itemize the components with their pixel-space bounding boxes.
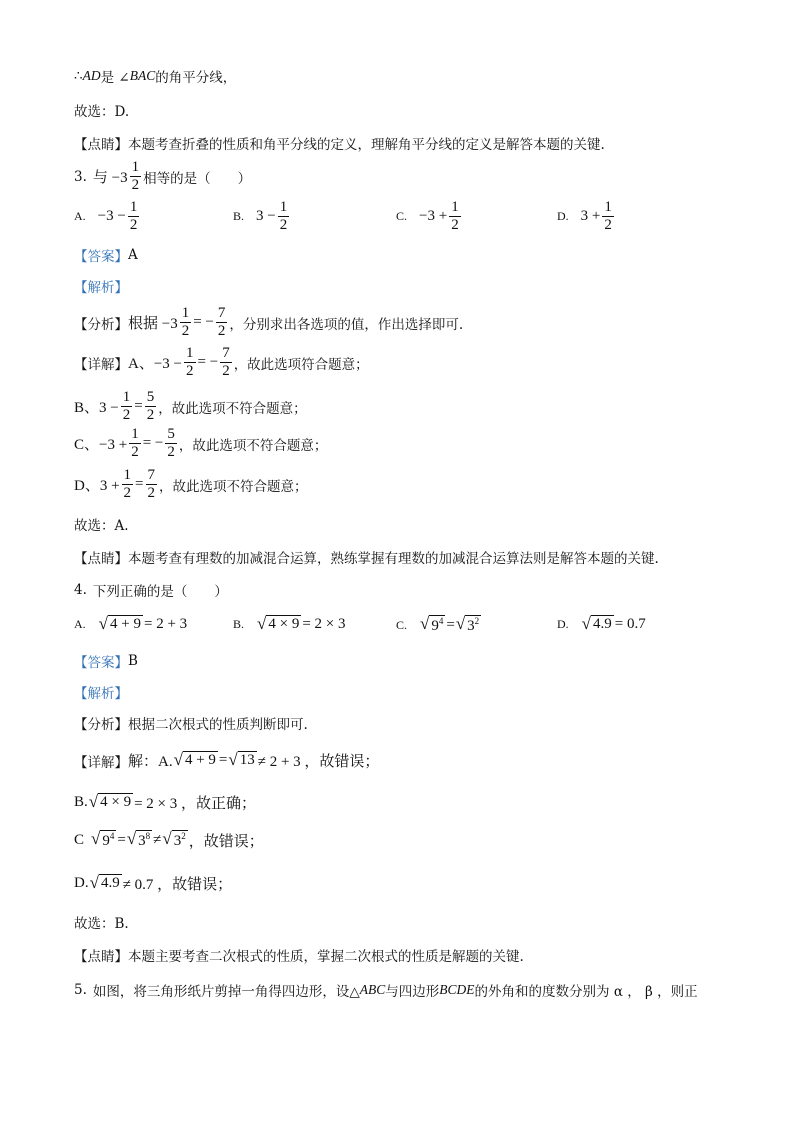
text: 【详解】 xyxy=(74,754,128,771)
text: D、3 + xyxy=(74,478,120,494)
fraction xyxy=(602,200,614,233)
text: A. xyxy=(74,616,86,631)
text: 1 xyxy=(186,345,194,361)
text: 是 ∠ xyxy=(100,70,130,86)
text: 2 xyxy=(131,444,139,460)
option-c[interactable] xyxy=(396,200,463,233)
text: 2 xyxy=(146,407,155,423)
text xyxy=(91,830,116,850)
text: C. xyxy=(396,209,408,223)
remark-tag: 【点睛】 xyxy=(74,137,128,153)
text: 1 xyxy=(131,426,139,442)
text: −3 − xyxy=(97,208,126,224)
text xyxy=(100,830,116,850)
text xyxy=(121,390,133,423)
text: 【点睛】 xyxy=(74,551,128,567)
text: √ xyxy=(257,614,267,633)
text: 5. xyxy=(74,982,87,998)
text: 根据 −3 xyxy=(128,316,178,332)
text: 2 xyxy=(181,323,190,339)
text: ，故此选项不符合题意； xyxy=(178,437,328,454)
text xyxy=(257,615,301,633)
text xyxy=(122,468,134,501)
text: 13 xyxy=(239,752,255,769)
text: −3 + xyxy=(419,208,448,224)
text: √ xyxy=(162,829,172,849)
choice-line: 故选：D. xyxy=(74,104,130,120)
text: √ xyxy=(98,614,109,633)
remark-line xyxy=(74,133,605,153)
text: √ xyxy=(126,829,137,849)
text xyxy=(174,751,218,769)
text: B. xyxy=(74,794,88,810)
choice-line-4: 故选：B. xyxy=(74,916,129,932)
fraction xyxy=(130,160,142,193)
text: 7 xyxy=(222,345,230,361)
text: 1 xyxy=(123,467,132,483)
answer-3 xyxy=(74,245,138,265)
detail-4d xyxy=(74,873,232,894)
question-3 xyxy=(74,160,251,193)
analysis-3 xyxy=(74,306,463,339)
text: ≠ xyxy=(153,832,162,848)
text: A、−3 − xyxy=(128,356,183,372)
text: ，故此选项符合题意； xyxy=(233,356,369,373)
choice-line-3: 故选：A. xyxy=(74,518,129,534)
text: 2 xyxy=(186,363,194,379)
text xyxy=(89,793,133,811)
text: 本题考查有理数的加减混合运算，熟练掌握有理数的加减混合运算法则是解答本题的关键. xyxy=(128,551,659,567)
text: B. xyxy=(233,616,245,631)
question-5 xyxy=(74,980,698,1000)
therefore-symbol: ∴ xyxy=(74,68,83,84)
text: 4.9 xyxy=(593,616,612,632)
text xyxy=(165,427,177,460)
text: B xyxy=(128,653,138,669)
text: A xyxy=(128,247,138,263)
text: 的角平分线， xyxy=(155,70,237,86)
text xyxy=(162,830,187,850)
text xyxy=(429,615,445,635)
text: √ xyxy=(89,873,99,893)
text: 2 xyxy=(279,217,288,233)
conclusion-line xyxy=(74,66,236,86)
text: 【答案】 xyxy=(74,249,128,265)
text: 与四边形 xyxy=(385,984,440,1000)
text: 根据二次根式的性质判断即可. xyxy=(128,717,308,733)
text: B、3 − xyxy=(74,400,119,416)
detail-4b xyxy=(74,792,256,813)
text xyxy=(220,346,232,379)
text: 2 xyxy=(474,616,480,626)
text: 4. xyxy=(74,582,87,598)
text: 4.9 xyxy=(100,875,120,892)
text: √ xyxy=(91,829,101,849)
text: 3 xyxy=(467,618,475,634)
text: = xyxy=(117,832,126,848)
text: √ xyxy=(228,750,238,770)
text: ，故此选项不符合题意； xyxy=(158,400,307,417)
text: = 2 × 3 xyxy=(302,615,346,632)
text: 2 xyxy=(147,485,156,501)
text: = xyxy=(134,398,143,414)
text xyxy=(172,830,188,850)
text: 【详解】 xyxy=(74,356,128,373)
text xyxy=(136,830,152,850)
text: A. xyxy=(74,209,86,223)
detail-4a xyxy=(74,750,379,771)
text: 【分析】 xyxy=(74,316,128,333)
text: = 0.7 xyxy=(614,615,646,632)
option-d[interactable] xyxy=(557,615,646,633)
detail-3a xyxy=(74,346,369,379)
text: 2 xyxy=(129,217,138,233)
answer-4 xyxy=(74,651,138,671)
text: = 2 + 3 xyxy=(143,615,188,632)
text: 4 × 9 xyxy=(100,794,132,811)
analysis-tag-3: 【解析】 xyxy=(74,280,128,296)
text: 9 xyxy=(431,618,439,634)
remark-text: 本题考查折叠的性质和角平分线的定义，理解角平分线的定义是解答本题的关键. xyxy=(128,137,605,153)
sqrt xyxy=(99,615,143,633)
analysis-4 xyxy=(74,713,308,733)
angle-bac: BAC xyxy=(129,68,156,83)
text: = − xyxy=(142,435,164,451)
text: = − xyxy=(197,354,219,370)
text xyxy=(582,615,614,633)
denominator: 2 xyxy=(131,177,140,193)
text: 解：A. xyxy=(128,754,173,770)
detail-3c xyxy=(74,427,327,460)
text: 2 xyxy=(181,831,186,842)
option-b[interactable] xyxy=(233,615,346,633)
text: 1 xyxy=(181,305,190,321)
text: 3 + xyxy=(580,208,601,224)
text: C xyxy=(74,832,85,848)
text: 3 xyxy=(138,833,146,850)
text: 3 xyxy=(173,833,182,850)
text: √ xyxy=(173,750,183,770)
text: 【点睛】 xyxy=(74,949,128,965)
text xyxy=(184,346,196,379)
text: √ xyxy=(88,792,99,812)
option-a[interactable] xyxy=(74,200,141,233)
text xyxy=(216,306,228,339)
fraction xyxy=(449,200,461,233)
text: 如图，将三角形纸片剪掉一角得四边形，设△ xyxy=(92,984,360,1000)
text xyxy=(127,830,152,850)
text: D. xyxy=(557,209,569,223)
numerator: 1 xyxy=(131,159,140,175)
text: C、−3 + xyxy=(74,437,128,453)
text: ≠ 2 + 3 ，故错误； xyxy=(257,754,380,770)
text: 5 xyxy=(167,426,175,442)
text: 【分析】 xyxy=(74,717,128,733)
text: 9 xyxy=(102,833,110,850)
text: 相等的是（ ） xyxy=(143,170,252,187)
text xyxy=(145,390,157,423)
question-number: 3. xyxy=(74,168,87,185)
text: = 2 × 3 ，故正确； xyxy=(134,796,256,812)
text xyxy=(146,468,158,501)
text: ，故此选项不符合题意； xyxy=(159,478,308,495)
text: 2 xyxy=(451,217,459,233)
text: 5 xyxy=(146,389,155,405)
text: 4 xyxy=(109,831,115,842)
option-d[interactable] xyxy=(557,200,616,233)
fraction xyxy=(278,200,290,233)
remark-line-3 xyxy=(74,547,659,567)
text: = xyxy=(218,752,228,768)
text: 下列正确的是（ ） xyxy=(92,584,228,600)
text: 3 − xyxy=(256,208,276,224)
question-4 xyxy=(74,580,228,600)
text: 4 + 9 xyxy=(184,752,216,769)
text: √ xyxy=(420,614,430,633)
text: 1 xyxy=(279,199,288,215)
segment-ad: AD xyxy=(82,68,101,83)
text: 1 xyxy=(122,389,131,405)
text: 2 xyxy=(122,407,131,423)
text xyxy=(465,615,481,635)
text: 2 xyxy=(167,444,175,460)
text: 7 xyxy=(147,467,156,483)
text xyxy=(420,615,445,635)
text: 与 −3 xyxy=(92,170,128,186)
text: 4 × 9 xyxy=(268,616,300,632)
text: 2 xyxy=(123,485,132,501)
text: B. xyxy=(233,209,245,223)
text: √ xyxy=(455,614,466,633)
text: √ xyxy=(581,614,592,633)
text: 2 xyxy=(604,217,612,233)
text: 7 xyxy=(217,305,226,321)
text: 4 xyxy=(438,616,444,626)
text xyxy=(456,615,481,635)
remark-line-4 xyxy=(74,945,524,965)
text: 4 + 9 xyxy=(110,616,141,632)
text: = xyxy=(135,476,144,492)
text: 2 xyxy=(222,363,230,379)
option-c[interactable] xyxy=(396,615,482,635)
text: 【答案】 xyxy=(74,655,128,671)
text xyxy=(180,306,192,339)
text: ，故错误； xyxy=(188,834,264,850)
option-a[interactable] xyxy=(74,615,187,633)
analysis-tag-4: 【解析】 xyxy=(74,686,128,702)
text: ，分别求出各选项的值，作出选择即可. xyxy=(229,316,464,333)
text: = xyxy=(446,616,455,633)
text: ≠ 0.7 ，故错误； xyxy=(122,877,233,893)
text: 1 xyxy=(604,199,612,215)
text: C. xyxy=(396,617,408,632)
text: D. xyxy=(557,616,569,631)
text: 1 xyxy=(129,199,138,215)
detail-3b xyxy=(74,390,307,423)
text: 的外角和的度数分别为 α ， β ，则正 xyxy=(474,984,698,1000)
text: ABC xyxy=(359,982,386,997)
text: BCDE xyxy=(439,982,475,997)
option-b[interactable] xyxy=(233,200,291,233)
text: 8 xyxy=(145,831,151,842)
text xyxy=(228,751,256,769)
text xyxy=(129,427,141,460)
detail-3d xyxy=(74,468,308,501)
detail-4c xyxy=(74,830,264,851)
text xyxy=(90,874,122,892)
fraction xyxy=(128,200,140,233)
text: 2 xyxy=(217,323,226,339)
text: = − xyxy=(193,314,214,330)
text: 1 xyxy=(451,199,459,215)
text: D. xyxy=(74,875,89,891)
text: 本题主要考查二次根式的性质，掌握二次根式的性质是解题的关键. xyxy=(128,949,524,965)
